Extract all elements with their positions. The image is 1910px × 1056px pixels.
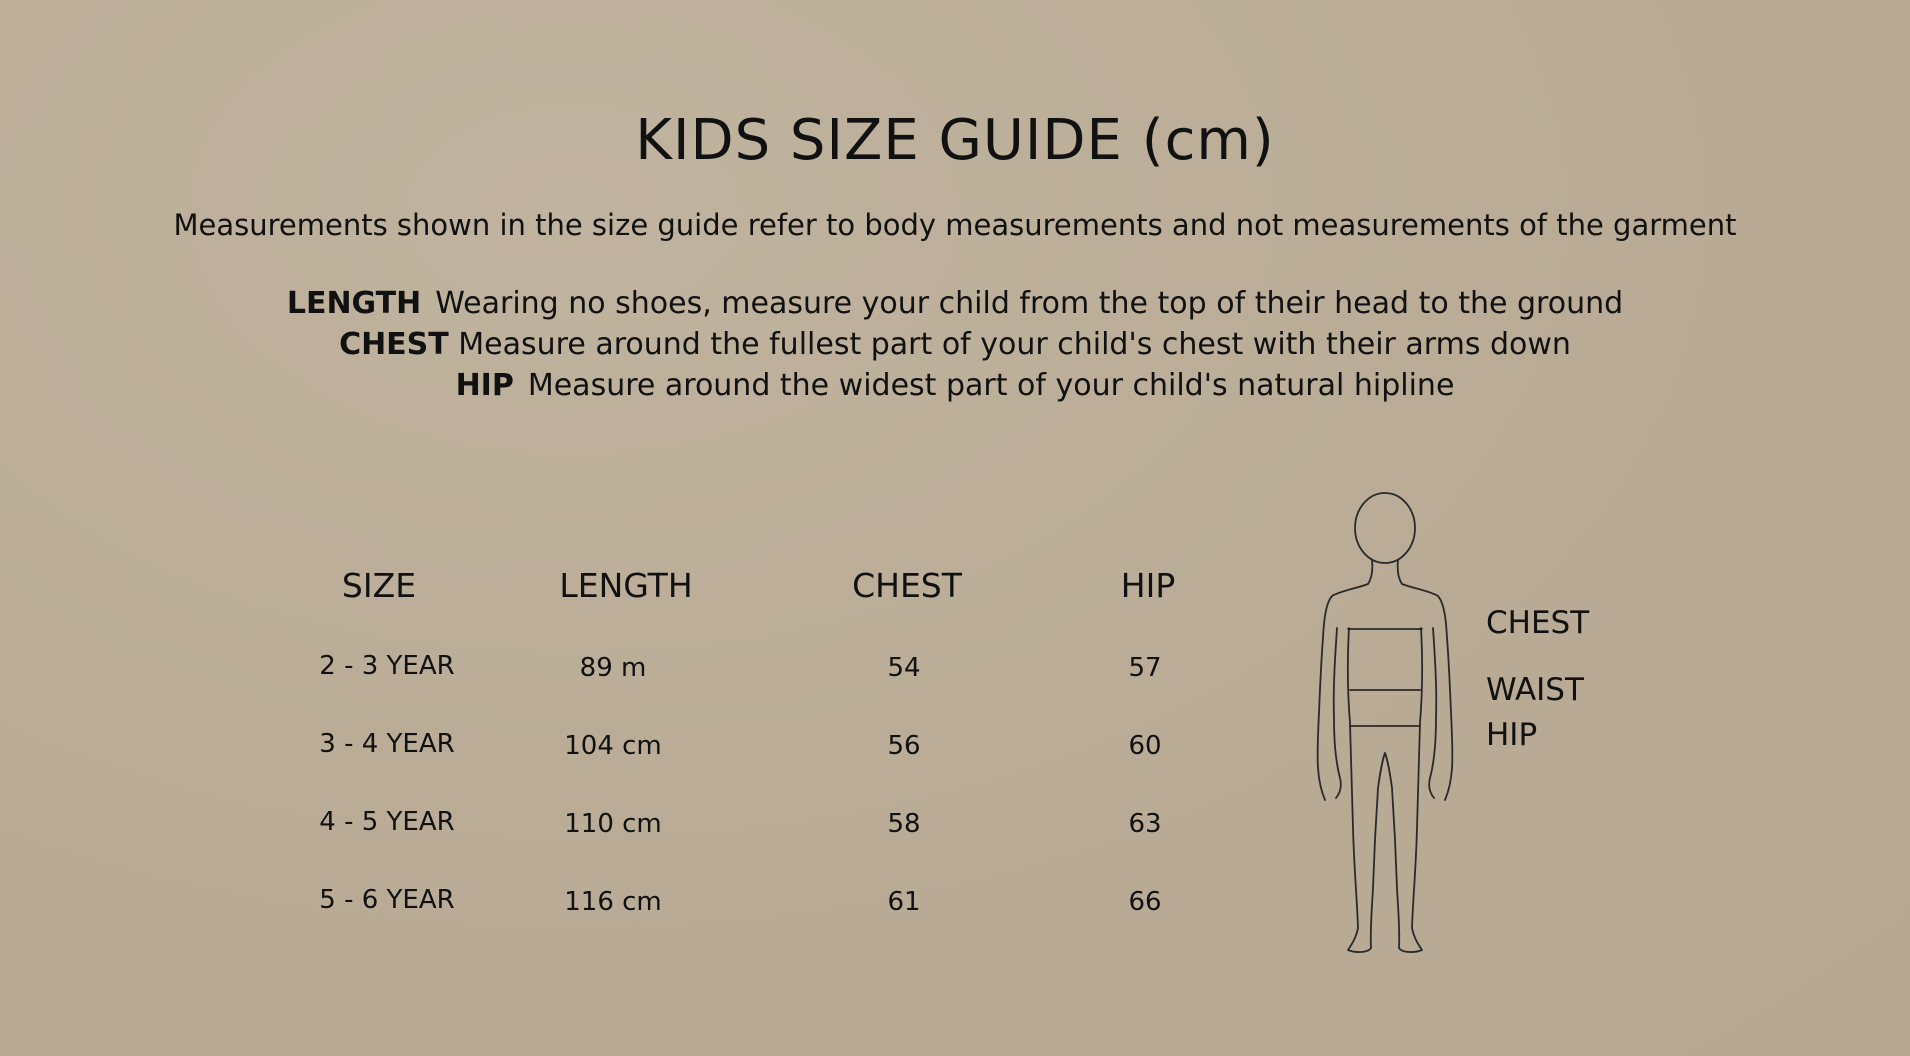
cell-size: 2 - 3 YEAR xyxy=(319,651,455,681)
definition-term: LENGTH xyxy=(286,286,422,321)
header-length: LENGTH xyxy=(559,566,693,605)
cell-length: 89 m xyxy=(579,653,647,683)
cell-size: 4 - 5 YEAR xyxy=(319,807,455,837)
cell-hip: 66 xyxy=(1128,887,1162,917)
cell-hip: 57 xyxy=(1128,653,1162,683)
definition-text: Wearing no shoes, measure your child from the top of their head to the ground xyxy=(435,286,1624,321)
definition-text: Measure around the widest part of your child's natural hipline xyxy=(527,368,1455,403)
cell-length: 116 cm xyxy=(564,887,662,917)
header-chest: CHEST xyxy=(852,566,962,605)
cell-chest: 61 xyxy=(887,887,921,917)
cell-size: 3 - 4 YEAR xyxy=(319,729,455,759)
cell-size: 5 - 6 YEAR xyxy=(319,885,455,915)
figure-label-waist: WAIST xyxy=(1486,672,1584,708)
figure-body-sides xyxy=(1348,628,1422,952)
definition-text: Measure around the fullest part of your child's chest with their arms down xyxy=(458,327,1571,362)
cell-chest: 56 xyxy=(887,731,921,761)
definition-term: CHEST xyxy=(339,327,449,362)
definition-term: HIP xyxy=(455,368,514,403)
cell-length: 110 cm xyxy=(564,809,662,839)
header-hip: HIP xyxy=(1120,566,1176,605)
page-subtitle: Measurements shown in the size guide refer to body measurements and not measurements of the garment xyxy=(173,208,1737,242)
cell-chest: 54 xyxy=(887,653,921,683)
cell-hip: 60 xyxy=(1128,731,1162,761)
header-size: SIZE xyxy=(341,566,417,605)
cell-hip: 63 xyxy=(1128,809,1162,839)
figure-label-hip: HIP xyxy=(1486,717,1538,753)
figure-label-chest: CHEST xyxy=(1486,605,1590,641)
page-title: KIDS SIZE GUIDE (cm) xyxy=(635,108,1275,173)
cell-length: 104 cm xyxy=(564,731,662,761)
child-body-figure-icon xyxy=(1300,488,1470,958)
figure-head xyxy=(1355,493,1415,563)
cell-chest: 58 xyxy=(887,809,921,839)
